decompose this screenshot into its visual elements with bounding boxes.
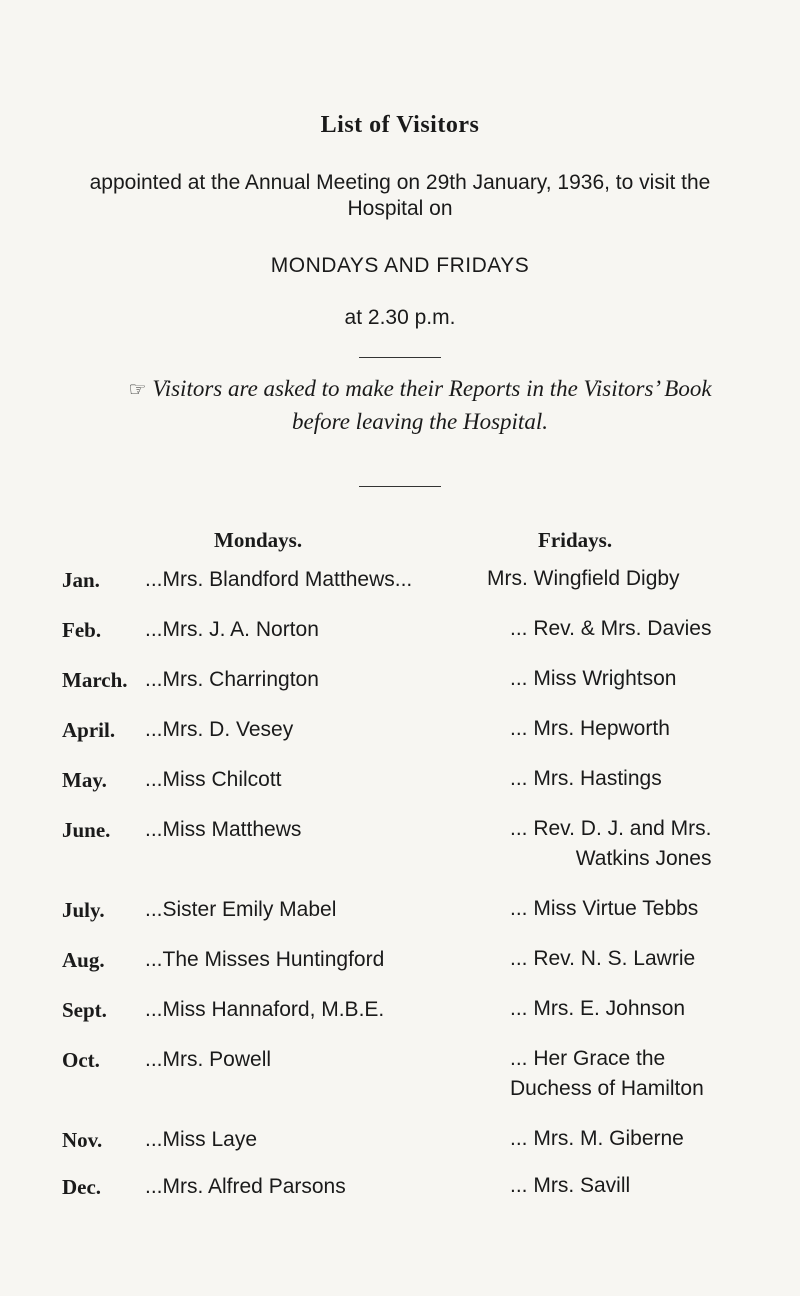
- month-label: May.: [62, 768, 107, 792]
- friday-visitor-line: ... Mrs. Hastings: [510, 767, 662, 790]
- month-label: June.: [62, 818, 111, 842]
- monday-visitor: ...Mrs. J. A. Norton: [145, 618, 319, 641]
- month-label: March.: [62, 668, 128, 692]
- friday-visitor-line: ... Miss Wrightson: [510, 667, 677, 690]
- month-label: Jan.: [62, 568, 100, 592]
- page-title: List of Visitors: [320, 112, 480, 138]
- visitor-note-text: Visitors are asked to make their Reports in the Visitors’ Book before leaving the Hospital.: [152, 376, 712, 434]
- friday-visitor: [510, 894, 698, 924]
- mondays-heading: Mondays.: [214, 528, 303, 552]
- friday-visitor: [487, 564, 680, 594]
- month-label: Nov.: [62, 1128, 103, 1152]
- friday-visitor: [510, 1044, 704, 1104]
- friday-visitor-line: ... Mrs. M. Giberne: [510, 1127, 684, 1150]
- monday-visitor: ...Mrs. Alfred Parsons: [145, 1175, 346, 1198]
- friday-visitor: [510, 994, 685, 1024]
- friday-visitor: [510, 944, 695, 974]
- friday-visitor: [510, 1171, 630, 1201]
- friday-visitor: [510, 764, 662, 794]
- month-label: Dec.: [62, 1175, 102, 1199]
- friday-visitor-line: ... Miss Virtue Tebbs: [510, 897, 699, 920]
- month-label: Sept.: [62, 998, 107, 1022]
- friday-visitor-line: ... Rev. N. S. Lawrie: [510, 947, 696, 970]
- monday-visitor: ...Sister Emily Mabel: [145, 898, 337, 921]
- visit-time: at 2.30 p.m.: [344, 306, 456, 329]
- friday-visitor-line: ... Her Grace the: [510, 1047, 666, 1070]
- fridays-heading: Fridays.: [538, 528, 613, 552]
- monday-visitor: ...Mrs. Charrington: [145, 668, 319, 691]
- monday-visitor: ...Miss Matthews: [145, 818, 302, 841]
- friday-visitor-line: ... Mrs. Hepworth: [510, 717, 670, 740]
- month-label: Feb.: [62, 618, 102, 642]
- month-label: Aug.: [62, 948, 105, 972]
- friday-visitor-line: Mrs. Wingfield Digby: [487, 567, 680, 590]
- monday-visitor: ...Mrs. D. Vesey: [145, 718, 294, 741]
- divider: [359, 486, 441, 487]
- month-label: Oct.: [62, 1048, 100, 1072]
- monday-visitor: ...Miss Hannaford, M.B.E.: [145, 998, 385, 1021]
- monday-visitor: ...The Misses Huntingford: [145, 948, 385, 971]
- days-heading: MONDAYS AND FRIDAYS: [270, 254, 530, 277]
- friday-visitor-line-2: Duchess of Hamilton: [510, 1077, 704, 1100]
- divider: [359, 357, 441, 358]
- friday-visitor: [510, 614, 711, 644]
- visitor-note: [100, 373, 740, 438]
- friday-visitor-line: ... Rev. D. J. and Mrs.: [510, 817, 712, 840]
- intro-text: appointed at the Annual Meeting on 29th January, 1936, to visit the Hospital on: [89, 171, 711, 220]
- monday-visitor: ...Miss Chilcott: [145, 768, 282, 791]
- friday-visitor: [510, 664, 676, 694]
- friday-visitor: [510, 714, 670, 744]
- month-label: July.: [62, 898, 105, 922]
- friday-visitor: [510, 814, 712, 874]
- pointing-hand-icon: ☞: [128, 379, 147, 401]
- monday-visitor: ...Mrs. Blandford Matthews...: [145, 568, 413, 591]
- monday-visitor: ...Miss Laye: [145, 1128, 258, 1151]
- friday-visitor-line-2: Watkins Jones: [575, 847, 712, 870]
- friday-visitor-line: ... Mrs. E. Johnson: [510, 997, 686, 1020]
- month-label: April.: [62, 718, 116, 742]
- friday-visitor-line: ... Rev. & Mrs. Davies: [510, 617, 712, 640]
- friday-visitor: [510, 1124, 684, 1154]
- monday-visitor: ...Mrs. Powell: [145, 1048, 272, 1071]
- friday-visitor-line: ... Mrs. Savill: [510, 1174, 631, 1197]
